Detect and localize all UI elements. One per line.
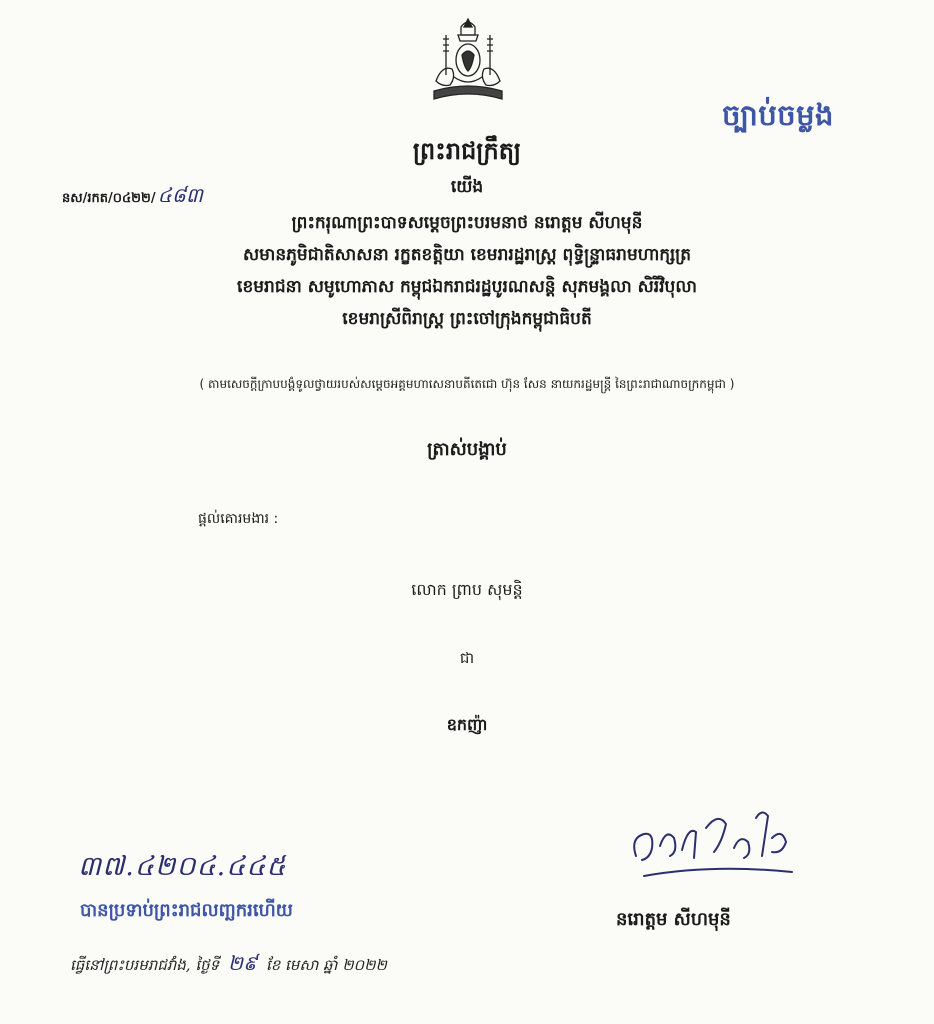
reference-printed: នស/រកត/០៤២២/: [62, 191, 156, 206]
registration-number: ៣៧.៤២០៤.៤៤៥: [78, 851, 287, 882]
signer-name: នរោត្តម សីហមុនី: [616, 909, 731, 930]
honorary-rank: ឧកញ៉ា: [446, 715, 488, 734]
king-title-line-4: ខេមរាស្រីពិរាស្ត្រ ព្រះចៅក្រុងកម្ពុជាធិបតី: [342, 309, 592, 329]
king-title-line-2: សមានភូមិជាតិសាសនា រក្ខតខត្តិយា ខេមរារដ្ឋរាស្ត្រ ពុទ្ធិន្ទ្រាធរាមហាក្សត្រ: [242, 245, 692, 265]
king-title-line-3: ខេមរាជនា សមូហោភាស កម្ពុជឯករាជរដ្ឋបូរណសន្តិ សុភមង្គលា សិរីវិបុលា: [237, 277, 697, 297]
reference-handwritten: ៤៨៣: [157, 183, 204, 207]
grant-label: ផ្តល់គោរមងារ :: [198, 511, 279, 527]
recipient-name: លោក ព្រាប សុមន្តិ: [411, 580, 523, 599]
royal-arms-icon: [428, 15, 508, 105]
basis-note: ( តាមសេចក្តីក្រាបបង្គំទូលថ្វាយរបស់សម្តេចអគ្គមហាសេនាបតីតេជោ ហ៊ុន សែន នាយករដ្ឋមន្ត្រី នៃព្រះរាជាណាចក្រកម្ពុជា ): [199, 377, 735, 391]
date-suffix: ខែ មេសា ឆ្នាំ ២០២២: [266, 956, 387, 974]
we-heading: យើង: [450, 177, 484, 197]
royal-signature: [622, 798, 802, 893]
order-heading: ត្រាស់បង្គាប់: [427, 439, 507, 460]
as-word: ជា: [459, 649, 475, 667]
date-day: ២៩: [227, 951, 258, 975]
royal-seal-stamp: បានប្រទាប់ព្រះរាជលញ្ឆករហើយ: [80, 900, 293, 921]
date-prefix: ធ្វើនៅព្រះបរមរាជវាំង, ថ្ងៃទី: [70, 956, 220, 974]
decree-title: ព្រះរាជក្រឹត្យ: [412, 137, 522, 165]
certified-copy-stamp: ច្បាប់ចម្លង: [722, 98, 834, 132]
king-title-line-1: ព្រះករុណាព្រះបាទសម្តេចព្រះបរមនាថ នរោត្តម សីហមុនី: [291, 213, 643, 233]
date-line: [70, 950, 387, 980]
